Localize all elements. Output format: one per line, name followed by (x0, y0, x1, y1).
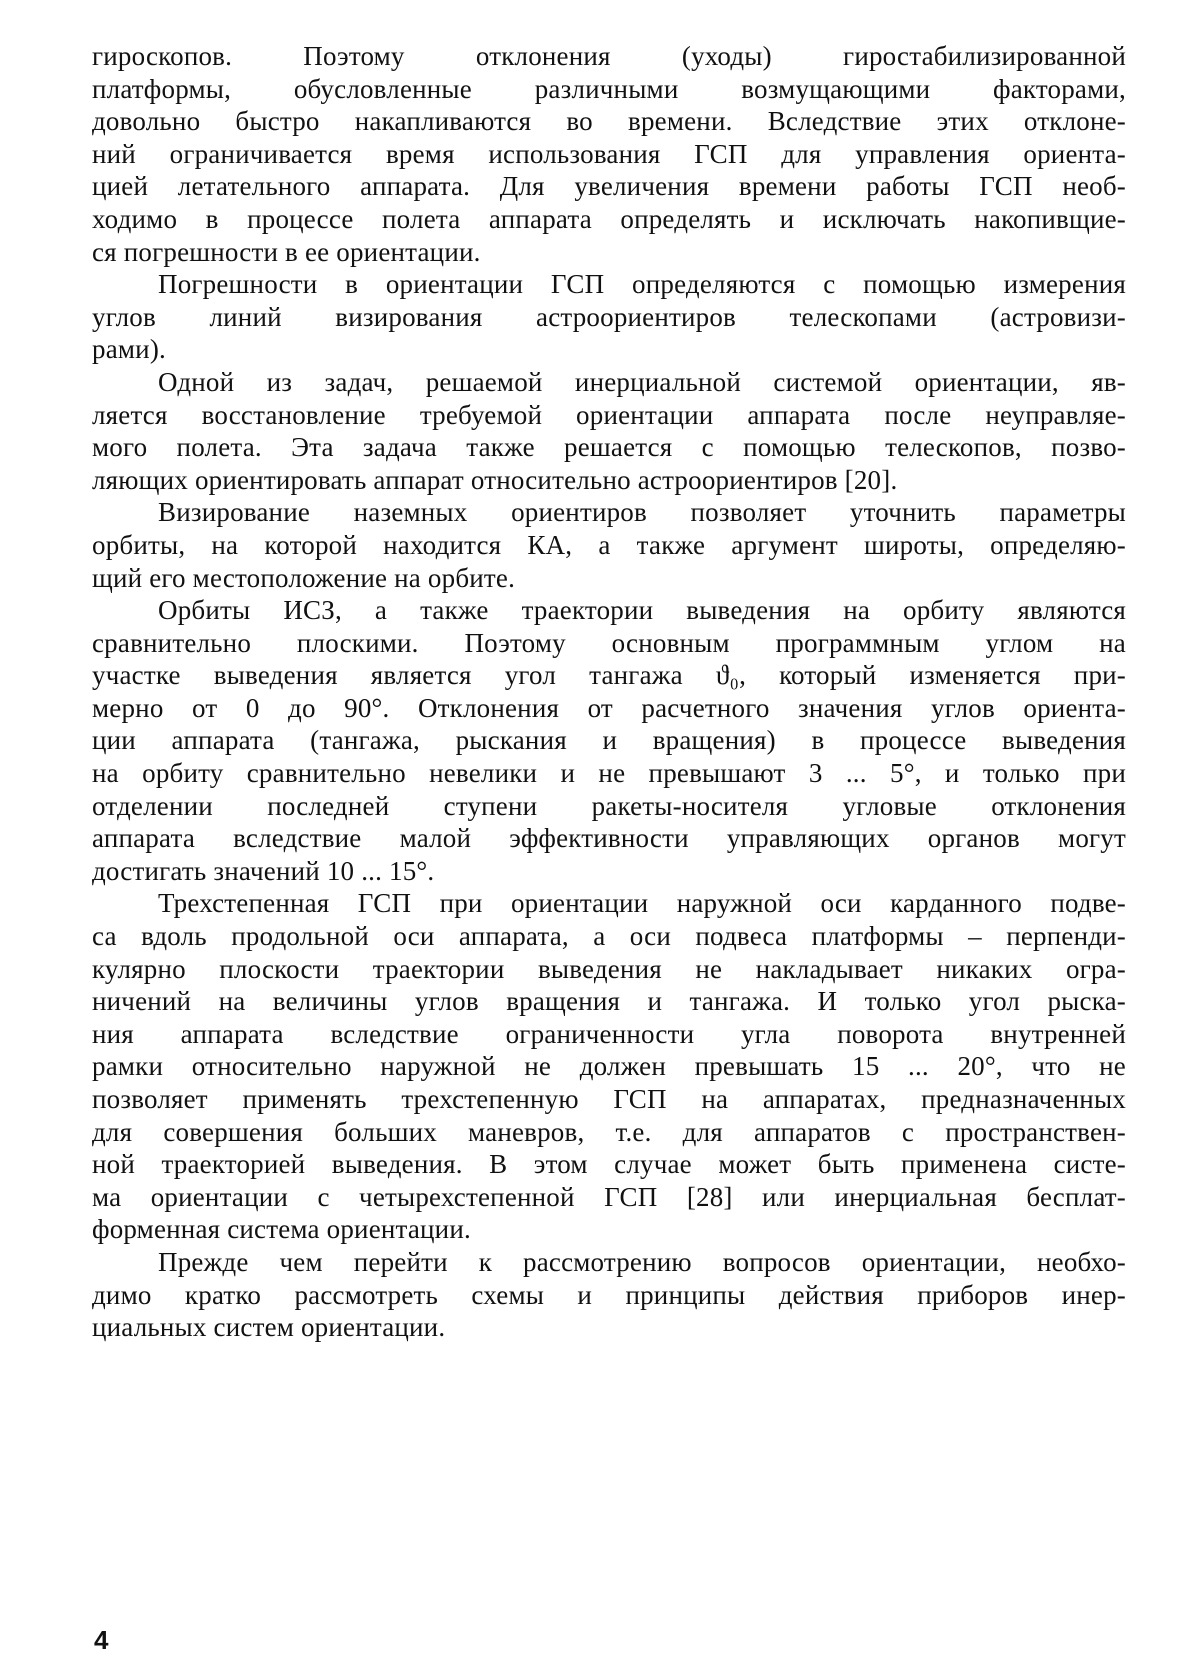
text-line: для совершения больших маневров, т.е. для аппаратов с пространствен- (92, 1116, 1126, 1147)
paragraph (92, 1246, 1126, 1344)
text-line: циальных систем ориентации. (92, 1312, 446, 1343)
paragraph (92, 496, 1126, 594)
text-line: Визирование наземных ориентиров позволяет уточнить параметры (158, 497, 1126, 528)
text-line: димо кратко рассмотреть схемы и принципы действия приборов инер- (92, 1279, 1126, 1310)
text-line: Погрешности в ориентации ГСП определяются с помощью измерения (158, 269, 1126, 300)
text-line: достигать значений 10 ... 15°. (92, 855, 435, 886)
text-line: Одной из задач, решаемой инерциальной системой ориентации, яв- (158, 366, 1126, 397)
text-line: ся погрешности в ее ориентации. (92, 236, 481, 267)
paragraph (92, 40, 1126, 268)
text-line: сравнительно плоскими. Поэтому основным программным углом на (92, 627, 1126, 658)
text-line: рамки относительно наружной не должен превышать 15 ... 20°, что не (92, 1051, 1126, 1082)
page-number: 4 (94, 1625, 109, 1655)
text-line: отделении последней ступени ракеты-носителя угловые отклонения (92, 790, 1126, 821)
text-line: цией летательного аппарата. Для увеличения времени работы ГСП необ- (92, 171, 1126, 202)
paragraph (92, 594, 1126, 887)
text-line: платформы, обусловленные различными возмущающими факторами, (92, 73, 1126, 104)
text-line: углов линий визирования астроориентиров телескопами (астровизи- (92, 301, 1126, 332)
text-line: щий его местоположение на орбите. (92, 562, 516, 593)
text-line: позволяет применять трехстепенную ГСП на аппаратах, предназначенных (92, 1084, 1126, 1114)
text-line: Орбиты ИСЗ, а также траектории выведения на орбиту являются (158, 595, 1126, 626)
text-line: ции аппарата (тангажа, рыскания и вращения) в процессе выведения (92, 725, 1126, 756)
text-line: на орбиту сравнительно невелики и не превышают 3 ... 5°, и только при (92, 758, 1126, 789)
paragraph (92, 268, 1126, 366)
text-line: Трехстепенная ГСП при ориентации наружной оси карданного подве- (158, 888, 1126, 919)
text-line: ма ориентации с четырехстепенной ГСП [28] или инерциальная бесплат- (92, 1181, 1126, 1212)
paragraph (92, 366, 1126, 496)
text-line: орбиты, на которой находится КА, а также аргумент широты, определяю- (92, 529, 1126, 560)
text-line: мого полета. Эта задача также решается с помощью телескопов, позво- (92, 432, 1126, 463)
text-line: са вдоль продольной оси аппарата, а оси подвеса платформы – перпенди- (92, 921, 1126, 952)
text-line: ляющих ориентировать аппарат относительно астроориентиров [20]. (92, 464, 898, 495)
paragraph (92, 887, 1126, 1246)
text-line: форменная система ориентации. (92, 1214, 471, 1245)
text-line: гироскопов. Поэтому отклонения (уходы) гиростабилизированной (92, 41, 1126, 71)
text-line: ной траекторией выведения. В этом случае может быть применена систе- (92, 1149, 1126, 1180)
text-line: кулярно плоскости траектории выведения не накладывает никаких огра- (92, 953, 1126, 984)
text-line: аппарата вследствие малой эффективности управляющих органов могут (92, 823, 1126, 854)
text-line: участке выведения является угол тангажа ϑ₀, который изменяется при- (92, 660, 1126, 691)
text-line: ляется восстановление требуемой ориентации аппарата после неуправляе- (92, 399, 1126, 430)
body-text (92, 40, 1126, 1344)
text-line: ния аппарата вследствие ограниченности угла поворота внутренней (92, 1018, 1126, 1049)
text-line: ничений на величины углов вращения и тангажа. И только угол рыска- (92, 986, 1126, 1017)
text-line: ний ограничивается время использования ГСП для управления ориента- (92, 138, 1126, 169)
text-line: Прежде чем перейти к рассмотрению вопросов ориентации, необхо- (158, 1246, 1126, 1277)
text-line: рами). (92, 334, 166, 365)
text-line: ходимо в процессе полета аппарата определять и исключать накопивщие- (92, 203, 1126, 234)
text-line: довольно быстро накапливаются во времени. Вследствие этих отклоне- (92, 106, 1126, 137)
text-line: мерно от 0 до 90°. Отклонения от расчетного значения углов ориента- (92, 692, 1126, 723)
